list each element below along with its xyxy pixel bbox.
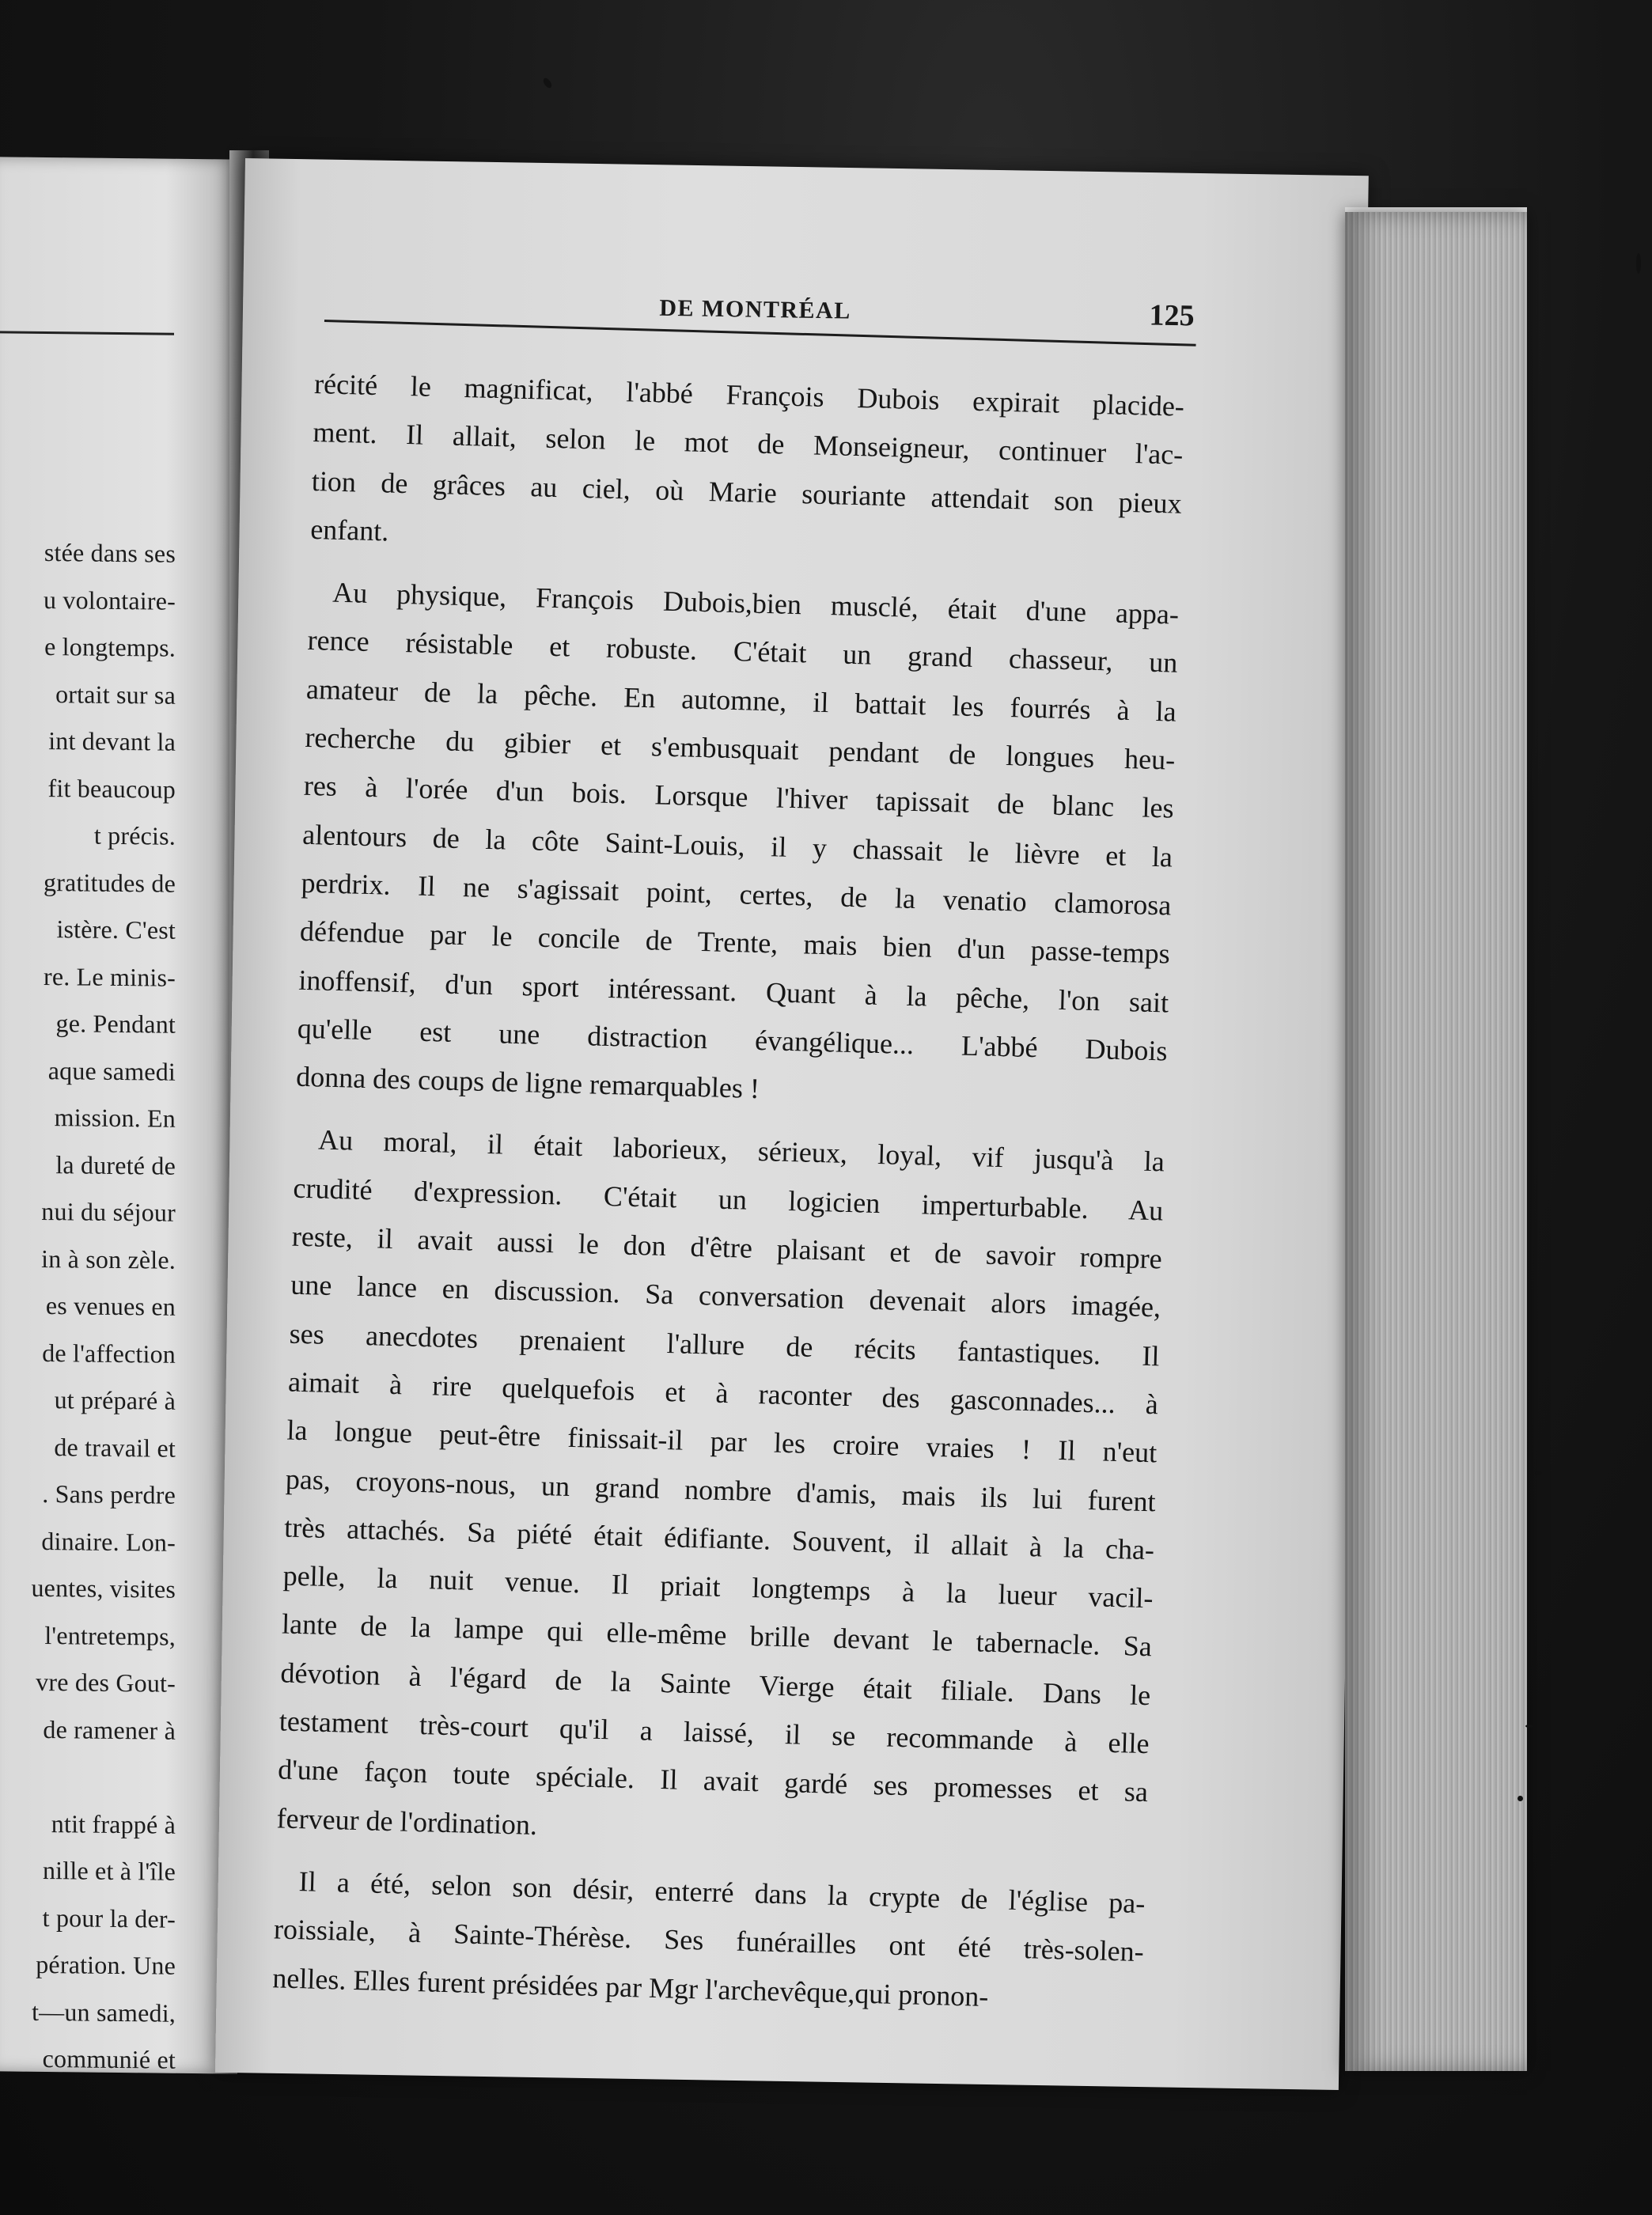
text-line: nelles. Elles furent présidées par Mgr l'archevêque,qui pronon- <box>271 1961 989 2012</box>
left-page-line: e longtemps. <box>44 632 176 662</box>
text-line: pas, croyons-nous, un grand nombre d'amis, mais ils lui furent <box>285 1463 1157 1517</box>
left-page-line: re. Le minis- <box>44 961 176 992</box>
left-page-line: fit beaucoup <box>47 773 176 804</box>
paragraph <box>276 1115 1165 1865</box>
text-line: testament très-court qu'il a laissé, il se recommande à elle <box>278 1705 1150 1760</box>
left-page-line: gratitudes de <box>44 867 176 898</box>
text-line: très attachés. Sa piété était édifiante. Souvent, il allait à la cha- <box>283 1511 1155 1566</box>
left-page-line <box>0 1752 176 1801</box>
text-line: amateur de la pêche. En automne, il battait les fourrés à la <box>305 672 1177 728</box>
text-line: enfant. <box>309 513 389 547</box>
left-page-line: istère. C'est <box>56 914 176 945</box>
left-page-line: t—un samedi, <box>32 1997 176 2028</box>
text-line: inoffensif, d'un sport intéressant. Quant à la pêche, l'on sait <box>297 964 1169 1019</box>
left-page-line: de travail et <box>54 1432 176 1463</box>
left-page-line: nille et à l'île <box>42 1855 176 1886</box>
left-page-line: uentes, visites <box>31 1573 176 1604</box>
text-line: aimait à rire quelquefois et à raconter des gasconnades... à <box>287 1365 1159 1421</box>
text-line: défendue par le concile de Trente, mais bien d'un passe-temps <box>299 915 1171 970</box>
text-line: perdrix. Il ne s'agissait point, certes, de la venatio clamorosa <box>301 866 1172 922</box>
left-page-line: mission. En <box>54 1103 176 1133</box>
text-line: tion de grâces au ciel, où Marie souriante attendait son pieux <box>311 464 1183 520</box>
text-line: reste, il avait aussi le don d'être plaisant et de savoir rompre <box>291 1220 1163 1275</box>
left-page-line: communié et <box>42 2043 176 2074</box>
left-page-line: u volontaire- <box>44 585 176 615</box>
left-page-line: int devant la <box>48 726 176 756</box>
left-page-line: ut préparé à <box>54 1385 176 1415</box>
text-line: roissiale, à Sainte-Thérèse. Ses funérailles ont été très-solen- <box>273 1913 1145 1968</box>
left-page-line: vre des Gout- <box>36 1667 176 1698</box>
left-page-line: t pour la der- <box>42 1903 176 1933</box>
left-page-line: aque samedi <box>47 1055 176 1086</box>
text-line: dévotion à l'égard de la Sainte Vierge était filiale. Dans le <box>280 1657 1151 1711</box>
left-page-line: nui du séjour <box>41 1196 176 1227</box>
text-line: Il a été, selon son désir, enterré dans la crypte de l'église pa- <box>298 1865 1146 1920</box>
text-line: pelle, la nuit venue. Il priait longtemps à la lueur vacil- <box>282 1559 1154 1615</box>
left-page <box>0 157 237 2073</box>
text-line: rence résistable et robuste. C'était un grand chasseur, un <box>307 624 1178 680</box>
running-head-title: DE MONTRÉAL <box>659 294 851 324</box>
text-line: Au moral, il était laborieux, sérieux, loyal, vif jusqu'à la <box>317 1123 1165 1178</box>
left-page-line: pération. Une <box>36 1949 176 1980</box>
left-page-text <box>0 528 176 2073</box>
text-line: ferveur de l'ordination. <box>276 1801 538 1841</box>
left-page-line: l'entretemps, <box>44 1620 176 1651</box>
paragraph <box>295 568 1179 1124</box>
text-line: récité le magnificat, l'abbé François Dubois expirait placide- <box>313 367 1185 422</box>
left-page-header-rule <box>0 331 174 335</box>
left-page-line: la dureté de <box>55 1149 176 1180</box>
text-line: d'une façon toute spéciale. Il avait gardé ses promesses et sa <box>277 1753 1149 1808</box>
left-page-line: in à son zèle. <box>41 1244 176 1274</box>
text-line: donna des coups de ligne remarquables ! <box>295 1060 760 1105</box>
left-page-line: dinaire. Lon- <box>41 1526 176 1557</box>
left-page-line: ge. Pendant <box>55 1009 176 1039</box>
page-stack-edge <box>1345 212 1527 2071</box>
text-line: crudité d'expression. C'était un logicien imperturbable. Au <box>293 1172 1164 1227</box>
text-line: ses anecdotes prenaient l'allure de récits fantastiques. Il <box>289 1317 1160 1373</box>
text-line: ment. Il allait, selon le mot de Monseigneur, continuer l'ac- <box>313 416 1184 471</box>
paragraph <box>272 1857 1146 2025</box>
text-line: res à l'orée d'un bois. Lorsque l'hiver tapissait de blanc les <box>303 770 1175 824</box>
text-line: la longue peut-être finissait-il par les croire vraies ! Il n'eut <box>286 1414 1158 1469</box>
text-line: Au physique, François Dubois,bien musclé, était d'une appa- <box>332 576 1180 630</box>
text-line: une lance en discussion. Sa conversation devenait alors imagée, <box>290 1268 1161 1323</box>
left-page-line: . Sans perdre <box>42 1479 176 1509</box>
text-line: recherche du gibier et s'embusquait pendant de longues heu- <box>304 721 1176 776</box>
text-line: qu'elle est une distraction évangélique... L'abbé Dubois <box>297 1012 1169 1067</box>
left-page-line: stée dans ses <box>44 538 176 568</box>
page-number: 125 <box>1149 298 1195 333</box>
left-page-line: de ramener à <box>43 1714 176 1745</box>
left-page-line: es venues en <box>45 1291 176 1321</box>
paragraph <box>310 360 1185 577</box>
text-line: alentours de la côte Saint-Louis, il y chassait le lièvre et la <box>301 818 1173 873</box>
left-page-line: de l'affection <box>42 1338 176 1369</box>
left-page-line: ntit frappé à <box>51 1808 176 1839</box>
body-text <box>272 360 1185 2025</box>
left-page-line: ortait sur sa <box>55 679 176 710</box>
text-line: lante de la lampe qui elle-même brille devant le tabernacle. Sa <box>281 1607 1153 1663</box>
left-page-line: t précis. <box>93 820 176 850</box>
